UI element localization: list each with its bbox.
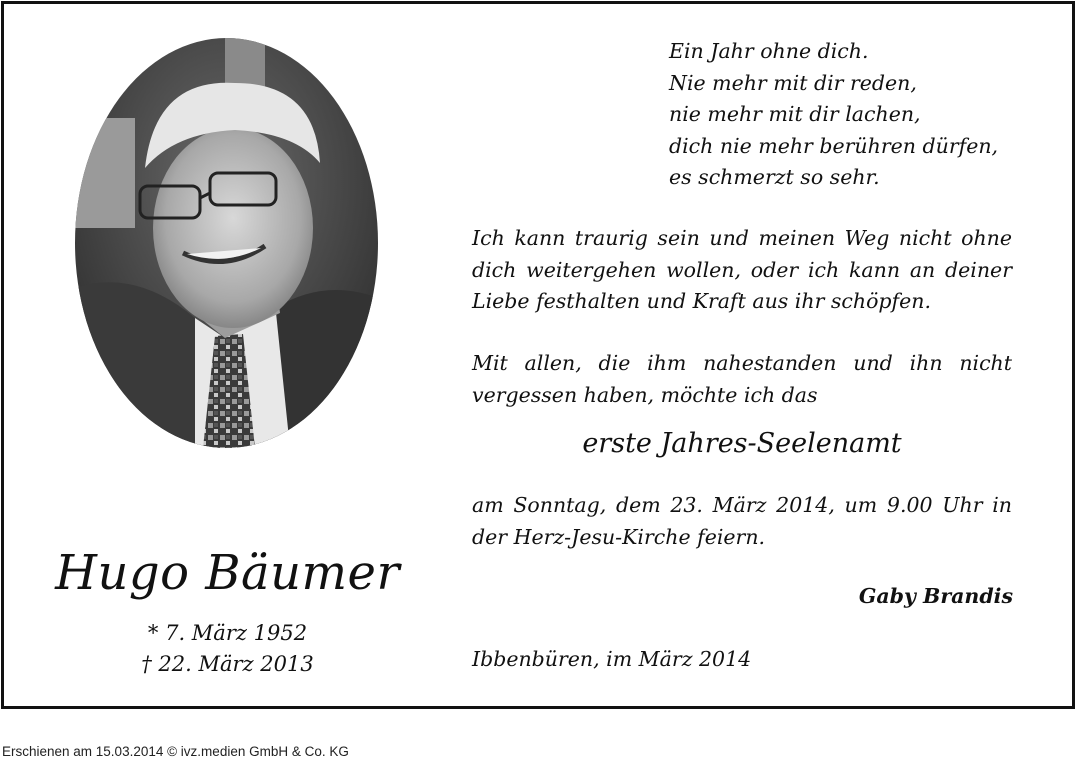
portrait-photo xyxy=(75,38,378,448)
poem-line: Nie mehr mit dir reden, xyxy=(669,70,917,95)
paragraph-reflection: Ich kann traurig sein und meinen Weg nicht ohne dich weitergehen wollen, oder ich kann an deiner Liebe festhalten und Kraft aus ihr schöpfen. xyxy=(472,226,1012,313)
publication-footer: Erschienen am 15.03.2014 © ivz.medien GmbH & Co. KG xyxy=(2,744,349,759)
poem-line: dich nie mehr berühren dürfen, xyxy=(669,133,999,158)
paragraph-invitation: Mit allen, die ihm nahestanden und ihn nicht vergessen haben, möchte ich das xyxy=(472,351,1012,407)
signature: Gaby Brandis xyxy=(858,584,1013,608)
life-dates xyxy=(20,618,435,680)
event-title: erste Jahres-Seelenamt xyxy=(582,428,902,459)
portrait-image xyxy=(75,38,378,448)
place-date: Ibbenbüren, im März 2014 xyxy=(472,647,752,671)
death-date: † 22. März 2013 xyxy=(141,652,314,676)
paragraph-date-location: am Sonntag, dem 23. März 2014, um 9.00 Uhr in der Herz-Jesu-Kirche feiern. xyxy=(472,493,1012,549)
poem-line: nie mehr mit dir lachen, xyxy=(669,102,921,126)
poem-line: Ein Jahr ohne dich. xyxy=(669,39,869,63)
deceased-name: Hugo Bäumer xyxy=(55,545,400,601)
poem-line: es schmerzt so sehr. xyxy=(669,165,880,189)
poem xyxy=(669,36,998,194)
birth-date: * 7. März 1952 xyxy=(147,621,308,645)
